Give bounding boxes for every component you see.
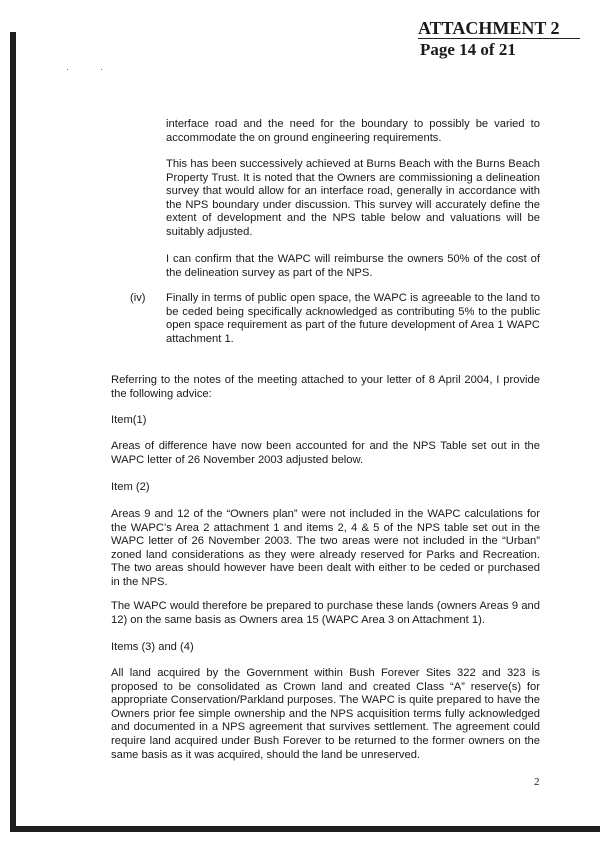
paragraph-items-3-4: All land acquired by the Government within Bush Forever Sites 322 and 323 is proposed to be consolidated as Crown land and created Class “A” reserve(s) for appropriate Conservation/Parkland purposes. The WAPC is quite prepared to have the Owners prior fee simple ownership and the NPS acquisition terms fully acknowledged and documented in a NPS agreement that survives settlement. The agreement could require land acquired under Bush Forever to be returned to the former owners on the same basis as it was acquired, should the land be unreserved. bbox=[111, 667, 540, 761]
page-number: 2 bbox=[534, 776, 540, 788]
paragraph-reimburse: I can confirm that the WAPC will reimburse the owners 50% of the cost of the delineation survey as part of the NPS. bbox=[166, 253, 540, 279]
paragraph-item-iv: Finally in terms of public open space, the WAPC is agreeable to the land to be ceded being specifically acknowledged as contributing 5% to the public open space requirement as part of the future development of Area 1 WAPC attachment 1. bbox=[166, 292, 540, 345]
heading-items-3-4: Items (3) and (4) bbox=[111, 641, 194, 653]
item-iv-marker: (iv) bbox=[130, 292, 146, 304]
page-of-label: Page 14 of 21 bbox=[420, 40, 516, 59]
heading-item-2: Item (2) bbox=[111, 481, 150, 493]
scan-speck: · bbox=[100, 64, 103, 74]
paragraph-item-1: Areas of difference have now been accounted for and the NPS Table set out in the WAPC letter of 26 November 2003 adjusted below. bbox=[111, 440, 540, 466]
paragraph-item-2b: The WAPC would therefore be prepared to purchase these lands (owners Areas 9 and 12) on the same basis as Owners area 15 (WAPC Area 3 on Attachment 1). bbox=[111, 600, 540, 626]
attachment-label: ATTACHMENT 2 bbox=[418, 18, 560, 38]
heading-item-1: Item(1) bbox=[111, 414, 147, 426]
paragraph-burns-beach: This has been successively achieved at Burns Beach with the Burns Beach Property Trust. It is noted that the Owners are commissioning a delineation survey that would allow for an interface road, generally in accordance with the NPS boundary under discussion. This survey will accurately define the extent of development and the NPS table below and valuations will be suitably adjusted. bbox=[166, 158, 540, 238]
scan-speck: · bbox=[66, 64, 69, 74]
scan-border-left bbox=[10, 32, 16, 832]
scan-border-bottom bbox=[10, 826, 600, 832]
paragraph-interface-road: interface road and the need for the boundary to possibly be varied to accommodate the on ground engineering requirements. bbox=[166, 118, 540, 144]
attachment-underline bbox=[418, 38, 580, 39]
paragraph-item-2a: Areas 9 and 12 of the “Owners plan” were not included in the WAPC calculations for the WAPC’s Area 2 attachment 1 and items 2, 4 & 5 of the NPS table set out in the WAPC letter of 26 November 2003. The two areas were not included in the “Urban” zoned land considerations as they were already reserved for Parks and Recreation. The two areas should however have been dealt with either to be ceded or purchased in the NPS. bbox=[111, 508, 540, 588]
paragraph-referring: Referring to the notes of the meeting attached to your letter of 8 April 2004, I provide the following advice: bbox=[111, 374, 540, 400]
